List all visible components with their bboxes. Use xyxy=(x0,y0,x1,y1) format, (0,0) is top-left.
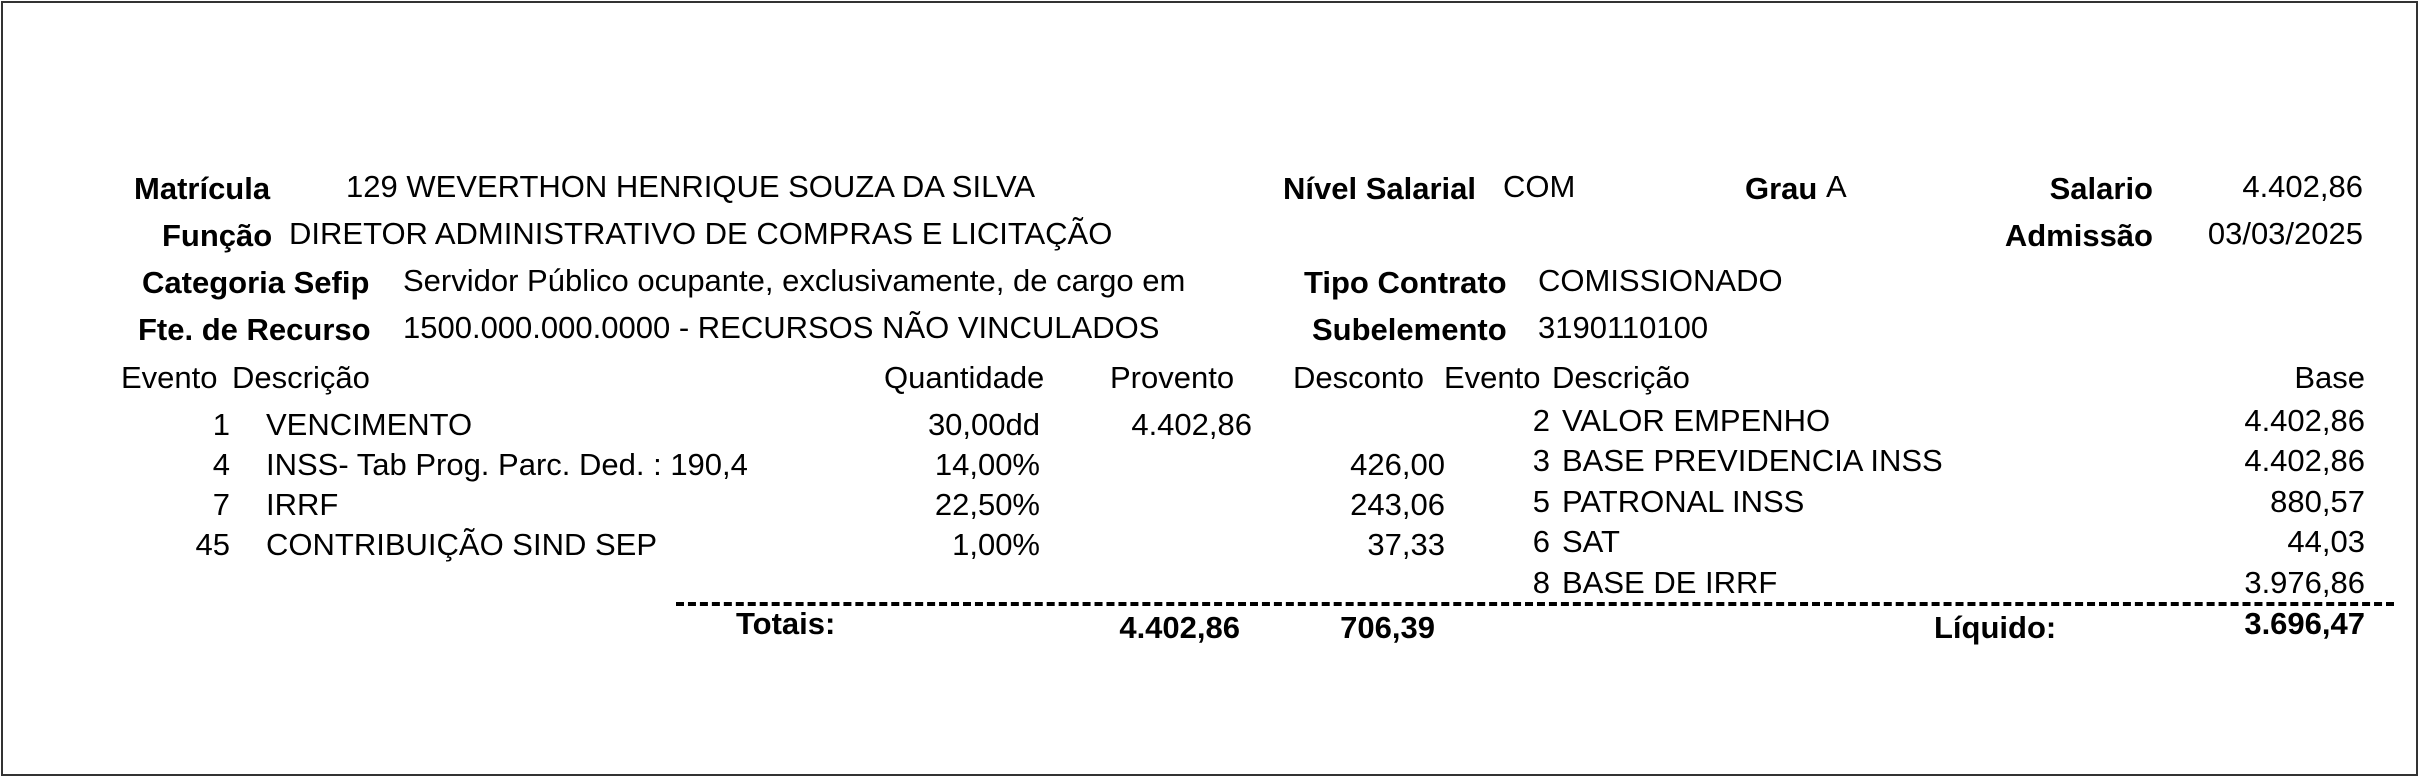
matricula-label: Matrícula xyxy=(134,171,271,206)
event-code: 1 xyxy=(212,407,230,442)
base-code: 2 xyxy=(1532,403,1550,438)
totals-label: Totais: xyxy=(736,606,836,641)
base-desc: BASE PREVIDENCIA INSS xyxy=(1562,443,1943,478)
event-desc: IRRF xyxy=(266,487,339,522)
liquido-value: 3.696,47 xyxy=(2244,606,2365,641)
event-code: 4 xyxy=(212,447,230,482)
categoria-sefip-label: Categoria Sefip xyxy=(142,265,370,300)
event-code: 45 xyxy=(195,527,230,562)
salario-value: 4.402,86 xyxy=(2242,169,2363,204)
base-value: 44,03 xyxy=(2287,524,2365,559)
col-provento: Provento xyxy=(1110,360,1235,395)
totals-divider xyxy=(676,602,2394,606)
matricula-value: 129 WEVERTHON HENRIQUE SOUZA DA SILVA xyxy=(346,169,1036,204)
nivel-salarial-label: Nível Salarial xyxy=(1283,171,1477,206)
event-qty: 30,00dd xyxy=(927,407,1040,442)
totals-provento: 4.402,86 xyxy=(1119,610,1240,645)
event-provento: 4.402,86 xyxy=(1131,407,1252,442)
subelemento-label: Subelemento xyxy=(1312,312,1507,347)
base-code: 6 xyxy=(1532,524,1550,559)
categoria-sefip-value: Servidor Público ocupante, exclusivamente, de cargo em xyxy=(403,264,1186,298)
grau-value: A xyxy=(1826,169,1847,204)
base-value: 880,57 xyxy=(2270,484,2365,519)
fonte-recurso-value: 1500.000.000.0000 - RECURSOS NÃO VINCULADOS xyxy=(403,310,1160,345)
event-desc: INSS- Tab Prog. Parc. Ded. : 190,4 xyxy=(266,448,748,482)
base-value: 4.402,86 xyxy=(2244,403,2365,438)
base-desc: SAT xyxy=(1562,524,1620,559)
salario-label: Salario xyxy=(2049,171,2153,206)
subelemento-value: 3190110100 xyxy=(1538,310,1709,345)
col-descricao: Descrição xyxy=(232,360,370,395)
event-qty: 14,00% xyxy=(934,447,1040,482)
col-evento: Evento xyxy=(121,360,218,395)
tipo-contrato-value: COMISSIONADO xyxy=(1538,263,1783,298)
admissao-label: Admissão xyxy=(2004,218,2153,253)
funcao-value: DIRETOR ADMINISTRATIVO DE COMPRAS E LICITAÇÃO xyxy=(289,216,1113,251)
col-base: Base xyxy=(2294,360,2365,395)
totals-desconto: 706,39 xyxy=(1340,610,1435,645)
base-desc: VALOR EMPENHO xyxy=(1562,403,1831,438)
base-value: 4.402,86 xyxy=(2244,443,2365,478)
event-qty: 1,00% xyxy=(952,527,1040,562)
tipo-contrato-label: Tipo Contrato xyxy=(1304,265,1507,300)
base-code: 3 xyxy=(1532,443,1550,478)
funcao-label: Função xyxy=(162,218,273,253)
grau-label: Grau xyxy=(1745,171,1818,206)
event-desconto: 37,33 xyxy=(1367,527,1445,562)
event-code: 7 xyxy=(212,487,230,522)
event-desconto: 426,00 xyxy=(1350,447,1445,482)
base-desc: PATRONAL INSS xyxy=(1562,484,1805,519)
col-desconto: Desconto xyxy=(1293,360,1424,395)
col-quantidade: Quantidade xyxy=(884,360,1045,395)
event-desc: CONTRIBUIÇÃO SIND SEP xyxy=(266,527,657,562)
event-desc: VENCIMENTO xyxy=(266,407,473,442)
event-qty: 22,50% xyxy=(934,487,1040,522)
col-evento-base: Evento xyxy=(1444,360,1541,395)
liquido-label: Líquido: xyxy=(1934,610,2057,645)
nivel-salarial-value: COM xyxy=(1503,169,1576,204)
base-code: 8 xyxy=(1532,565,1550,600)
base-value: 3.976,86 xyxy=(2244,565,2365,600)
event-desconto: 243,06 xyxy=(1350,487,1445,522)
col-descricao-base: Descrição xyxy=(1552,360,1690,395)
base-desc: BASE DE IRRF xyxy=(1562,565,1778,600)
admissao-value: 03/03/2025 xyxy=(2207,216,2363,251)
fonte-recurso-label: Fte. de Recurso xyxy=(138,312,371,347)
base-code: 5 xyxy=(1532,484,1550,519)
